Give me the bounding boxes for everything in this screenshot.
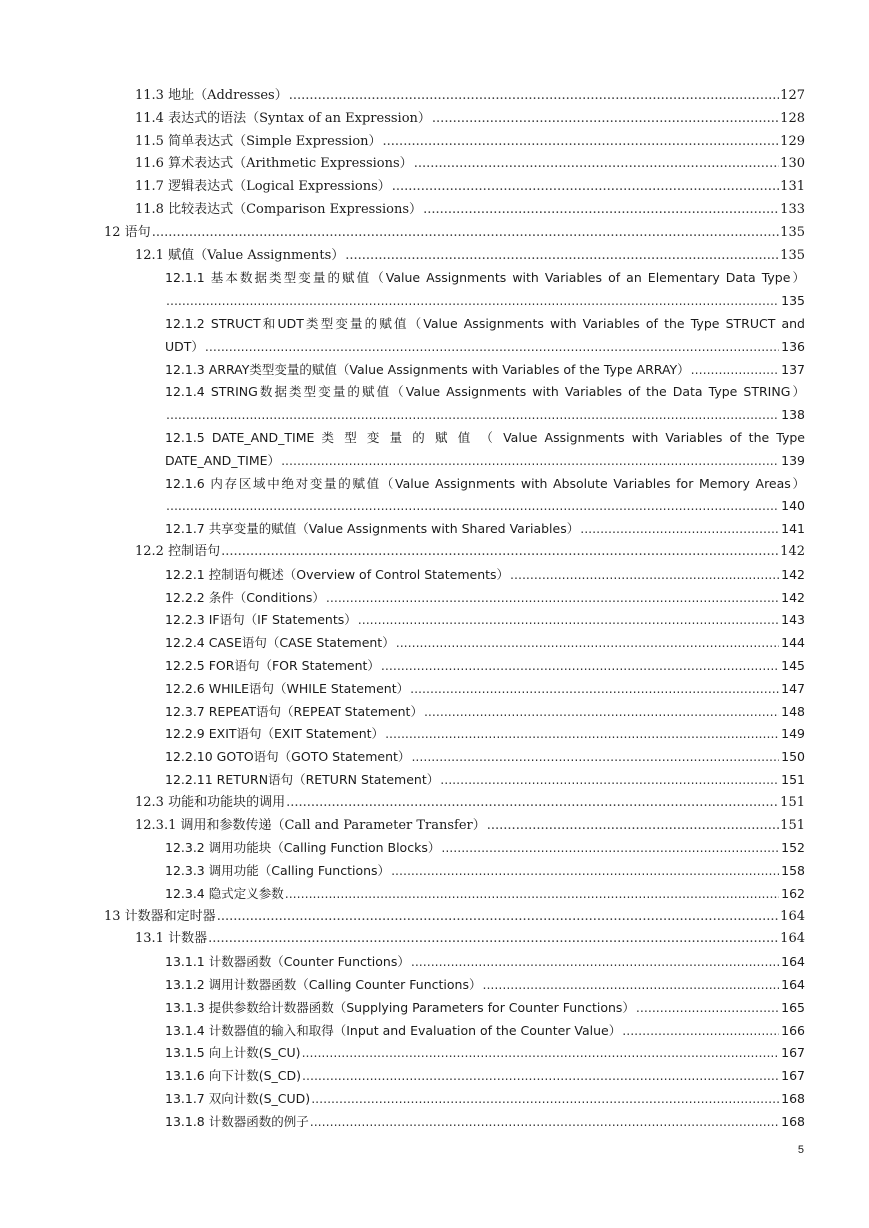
toc-entry-page: 167 (781, 1068, 805, 1084)
toc-entry[interactable] (0, 313, 869, 359)
dot-leader (285, 883, 779, 906)
toc-entry-title: 12.1.1 基本数据类型变量的赋值（Value Assignments with Variables of an Elementary Data Type） (165, 270, 805, 286)
dot-leader (217, 906, 779, 929)
toc-entry-page: 147 (781, 680, 805, 696)
toc-entry-page: 142 (781, 566, 805, 582)
toc-entry-title: 13.1.1 计数器函数（Counter Functions） (165, 954, 410, 970)
toc-entry[interactable] (0, 199, 869, 222)
toc-entry-title: 12.2.9 EXIT语句（EXIT Statement） (165, 726, 385, 742)
toc-entry-title: 12.1.3 ARRAY类型变量的赋值（Value Assignments with Variables of the Type ARRAY） (165, 361, 690, 377)
toc-entry-title: 11.5 简单表达式（Simple Expression） (135, 133, 382, 149)
toc-entry[interactable] (0, 541, 869, 564)
toc-entry-title: 12.3.4 隐式定义参数 (165, 885, 284, 901)
toc-entry-title: 13.1.3 提供参数给计数器函数（Supplying Parameters for Counter Functions） (165, 999, 635, 1015)
toc-entry-page: 164 (780, 908, 805, 924)
toc-entry-page: 164 (780, 931, 805, 947)
toc-entry[interactable] (0, 632, 869, 655)
toc-entry-title: 12.3.7 REPEAT语句（REPEAT Statement） (165, 703, 423, 719)
toc-entry[interactable] (0, 609, 869, 632)
dot-leader (411, 746, 779, 769)
dot-leader (441, 837, 779, 860)
toc-entry[interactable] (0, 997, 869, 1020)
toc-entry-title: 12.1 赋值（Value Assignments） (135, 247, 345, 263)
toc-entry-page: 136 (781, 338, 805, 354)
toc-entry[interactable] (0, 746, 869, 769)
toc-entry[interactable] (0, 951, 869, 974)
toc-entry-title: 11.7 逻辑表达式（Logical Expressions） (135, 179, 391, 195)
toc-entry-title: 13.1.7 双向计数(S_CUD) (165, 1091, 311, 1107)
toc-entry-title: 13.1 计数器 (135, 931, 208, 947)
dot-leader (636, 997, 779, 1020)
toc-entry-page: 151 (781, 771, 805, 787)
dot-leader (326, 587, 779, 610)
toc-entry[interactable] (0, 678, 869, 701)
toc-entry[interactable] (0, 1020, 869, 1043)
toc-entry[interactable] (0, 1065, 869, 1088)
toc-entry-title: 11.3 地址（Addresses） (135, 88, 288, 103)
toc-entry-title: 12.1.5 DATE_AND_TIME 类 型 变 量 的 赋 值 （ Value Assignments with Variables of the Type (165, 429, 805, 445)
dot-leader (286, 792, 779, 815)
toc-entry-page: 150 (781, 749, 805, 765)
toc-entry-page: 149 (781, 726, 805, 742)
dot-leader (302, 1042, 779, 1065)
toc-entry[interactable] (0, 473, 869, 519)
toc-entry-title: 13.1.4 计数器值的输入和取得（Input and Evaluation of the Counter Value） (165, 1022, 622, 1038)
toc-entry-title-continuation: UDT） (165, 338, 204, 354)
dot-leader (580, 518, 779, 541)
toc-entry[interactable] (0, 222, 869, 245)
dot-leader (391, 860, 779, 883)
toc-entry-page: 130 (780, 156, 805, 172)
toc-entry-title: 12.1.6 内存区域中绝对变量的赋值（Value Assignments with Absolute Variables for Memory Areas） (165, 475, 805, 491)
dot-leader (152, 222, 779, 245)
toc-entry[interactable] (0, 108, 869, 131)
dot-leader (410, 678, 779, 701)
toc-entry[interactable] (0, 860, 869, 883)
dot-leader (281, 450, 779, 473)
toc-entry-title: 12.2.3 IF语句（IF Statements） (165, 612, 357, 628)
dot-leader (414, 153, 779, 176)
toc-entry-title: 12.2.5 FOR语句（FOR Statement） (165, 657, 380, 673)
toc-entry-page: 151 (780, 817, 805, 833)
toc-entry-page: 139 (781, 452, 805, 468)
toc-entry[interactable] (0, 906, 869, 929)
toc-entry-page: 167 (781, 1045, 805, 1061)
toc-entry[interactable] (0, 837, 869, 860)
toc-entry[interactable] (0, 928, 869, 951)
toc-entry-page: 162 (781, 885, 805, 901)
toc-entry[interactable] (0, 518, 869, 541)
toc-entry[interactable] (0, 1111, 869, 1134)
dot-leader (166, 495, 779, 518)
dot-leader (423, 199, 779, 222)
toc-entry-page: 135 (780, 247, 805, 263)
toc-entry[interactable] (0, 176, 869, 199)
dot-leader (383, 131, 779, 154)
toc-entry-page: 140 (781, 498, 805, 514)
toc-entry-page: 137 (781, 361, 805, 377)
dot-leader (345, 245, 779, 268)
toc-entry[interactable] (0, 267, 869, 313)
toc-entry-page: 165 (781, 999, 805, 1015)
toc-entry-page: 141 (781, 521, 805, 537)
toc-entry-title: 12.2.11 RETURN语句（RETURN Statement） (165, 771, 440, 787)
toc-entry-title: 11.8 比较表达式（Comparison Expressions） (135, 201, 423, 217)
dot-leader (487, 815, 779, 838)
toc-entry-page: 133 (780, 201, 805, 217)
toc-entry[interactable] (0, 769, 869, 792)
toc-entry-title: 13 计数器和定时器 (104, 908, 216, 924)
toc-entry-page: 135 (780, 224, 805, 240)
toc-entry-title: 12.2 控制语句 (135, 543, 221, 559)
toc-entry[interactable] (0, 1088, 869, 1111)
toc-entry-page: 152 (781, 840, 805, 856)
dot-leader (208, 928, 779, 951)
dot-leader (310, 1111, 779, 1134)
dot-leader (396, 632, 779, 655)
toc-entry-page: 158 (781, 863, 805, 879)
dot-leader (166, 404, 779, 427)
dot-leader (289, 85, 779, 108)
toc-entry-page: 138 (781, 407, 805, 423)
toc-entry-title: 12.3 功能和功能块的调用 (135, 794, 286, 810)
toc-entry[interactable] (0, 85, 869, 108)
toc-entry-page: 131 (780, 179, 805, 195)
toc-entry-title: 12.2.2 条件（Conditions） (165, 589, 325, 605)
dot-leader (385, 723, 779, 746)
toc-entry-page: 142 (781, 589, 805, 605)
dot-leader (691, 359, 779, 382)
toc-entry-title: 12.3.1 调用和参数传递（Call and Parameter Transfer） (135, 817, 486, 833)
toc-entry-page: 144 (781, 635, 805, 651)
toc-entry-page: 127 (780, 88, 805, 103)
dot-leader (381, 655, 779, 678)
toc-entry-page: 142 (780, 543, 805, 559)
toc-entry[interactable] (0, 427, 869, 473)
toc-entry-page: 135 (781, 293, 805, 309)
toc-entry-title: 12.1.2 STRUCT和UDT类型变量的赋值（Value Assignments with Variables of the Type STRUCT and (165, 315, 805, 331)
toc-entry-title: 12 语句 (104, 224, 151, 240)
dot-leader (510, 564, 779, 587)
toc-entry-page: 168 (781, 1113, 805, 1129)
toc-entry-title: 12.3.2 调用功能块（Calling Function Blocks） (165, 840, 441, 856)
page-number: 5 (797, 1144, 804, 1156)
dot-leader (358, 609, 779, 632)
toc-entry[interactable] (0, 815, 869, 838)
toc-entry-title: 12.2.10 GOTO语句（GOTO Statement） (165, 749, 411, 765)
toc-entry-page: 166 (781, 1022, 805, 1038)
toc-entry-title: 12.2.4 CASE语句（CASE Statement） (165, 635, 395, 651)
toc-entry-page: 168 (781, 1091, 805, 1107)
toc-entry[interactable] (0, 359, 869, 382)
toc-entry-title: 11.6 算术表达式（Arithmetic Expressions） (135, 156, 413, 172)
toc-entry-title: 12.1.4 STRING数据类型变量的赋值（Value Assignments with Variables of the Data Type STRING） (165, 384, 805, 400)
toc-entry-page: 145 (781, 657, 805, 673)
toc-entry-title: 13.1.5 向上计数(S_CU) (165, 1045, 301, 1061)
toc-entry[interactable] (0, 131, 869, 154)
dot-leader (411, 951, 779, 974)
dot-leader (166, 290, 779, 313)
toc-entry[interactable] (0, 564, 869, 587)
toc-entry[interactable] (0, 701, 869, 724)
dot-leader (311, 1088, 779, 1111)
dot-leader (622, 1020, 779, 1043)
toc-entry[interactable] (0, 245, 869, 268)
toc-entry-page: 164 (781, 977, 805, 993)
toc-entry-page: 128 (780, 110, 805, 126)
toc-entry[interactable] (0, 587, 869, 610)
toc-entry-title: 11.4 表达式的语法（Syntax of an Expression） (135, 110, 431, 126)
toc-entry[interactable] (0, 723, 869, 746)
dot-leader (205, 336, 779, 359)
toc-entry-page: 151 (780, 794, 805, 810)
toc-entry-title: 13.1.2 调用计数器函数（Calling Counter Functions） (165, 977, 482, 993)
toc-entry[interactable] (0, 381, 869, 427)
dot-leader (440, 769, 779, 792)
toc-entry-page: 164 (781, 954, 805, 970)
toc-entry[interactable] (0, 792, 869, 815)
toc-entry-title: 13.1.6 向下计数(S_CD) (165, 1068, 302, 1084)
toc-entry[interactable] (0, 1042, 869, 1065)
toc-entry-title: 12.2.6 WHILE语句（WHILE Statement） (165, 680, 410, 696)
toc-entry-title-continuation: DATE_AND_TIME） (165, 452, 281, 468)
toc-entry-title: 13.1.8 计数器函数的例子 (165, 1113, 309, 1129)
toc-entry-title: 12.3.3 调用功能（Calling Functions） (165, 863, 391, 879)
table-of-contents (0, 85, 869, 1134)
toc-entry[interactable] (0, 655, 869, 678)
dot-leader (424, 701, 779, 724)
toc-entry[interactable] (0, 883, 869, 906)
toc-entry-title: 12.2.1 控制语句概述（Overview of Control Statements） (165, 566, 510, 582)
dot-leader (392, 176, 779, 199)
toc-entry-page: 148 (781, 703, 805, 719)
toc-entry[interactable] (0, 974, 869, 997)
toc-entry-page: 143 (781, 612, 805, 628)
dot-leader (432, 108, 779, 131)
toc-entry-page: 129 (780, 133, 805, 149)
dot-leader (302, 1065, 779, 1088)
dot-leader (482, 974, 779, 997)
toc-entry[interactable] (0, 153, 869, 176)
toc-entry-title: 12.1.7 共享变量的赋值（Value Assignments with Shared Variables） (165, 521, 580, 537)
dot-leader (221, 541, 779, 564)
